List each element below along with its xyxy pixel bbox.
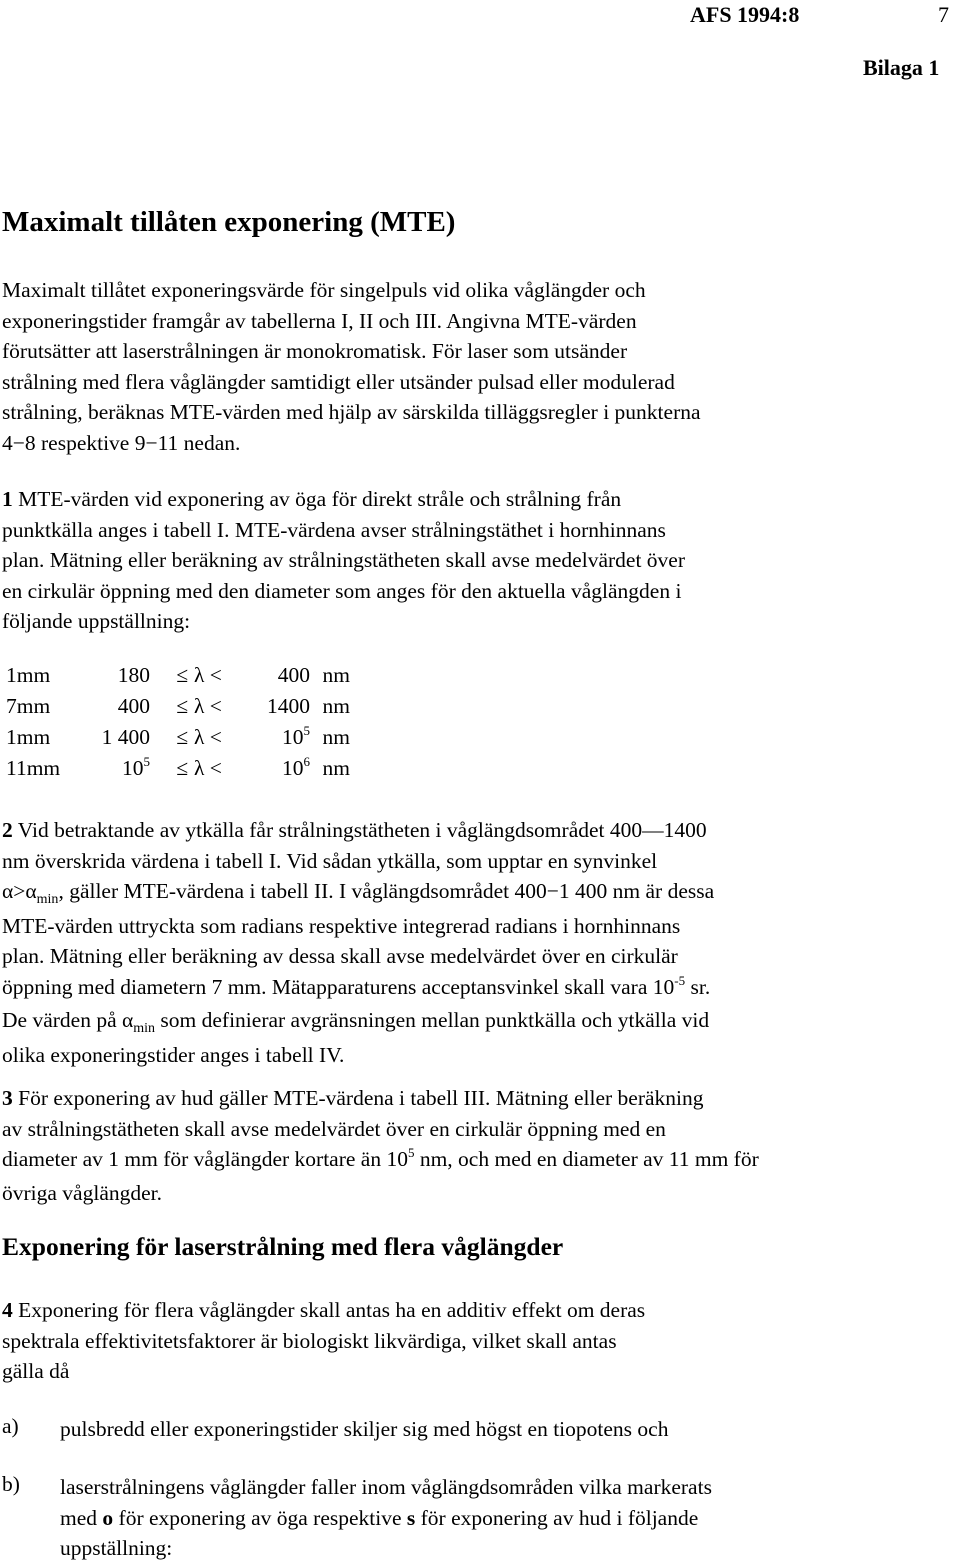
high-bound-cell: 400 (277, 663, 310, 687)
table-row (6, 660, 350, 691)
high-bound-cell: 1400 (267, 694, 310, 718)
paragraph-line: följande uppställning: (2, 609, 191, 633)
paragraph-line: 3 För exponering av hud gäller MTE-värdena i tabell III. Mätning eller beräkning (2, 1086, 704, 1110)
section-title-multiple-wavelengths: Exponering för laserstrålning med flera våglängder (2, 1232, 564, 1261)
lambda-symbol: λ < (194, 725, 222, 749)
paragraph-line: strålning med flera våglängder samtidigt eller utsänder pulsad eller modulerad (2, 369, 675, 394)
document-id: AFS 1994:8 (690, 2, 800, 27)
unit-cell: nm (322, 725, 350, 749)
le-symbol: ≤ (176, 725, 188, 749)
paragraph-line: plan. Mätning eller beräkning av dessa skall avse medelvärdet över en cirkulär (2, 944, 678, 968)
paragraph-line: strålning, beräknas MTE-värden med hjälp av särskilda tilläggsregler i punkterna (2, 400, 701, 424)
low-bound-cell: 1 400 (101, 725, 150, 749)
paragraph-line: 4−8 respektive 9−11 nedan. (2, 430, 241, 455)
paragraph-line: plan. Mätning eller beräkning av strålningstätheten skall avse medelvärdet över (2, 548, 685, 572)
aperture-cell: 1mm (6, 663, 51, 687)
exponent: 6 (303, 754, 310, 769)
exponent: 5 (143, 754, 150, 769)
paragraph-line: förutsätter att laserstrålningen är monokromatisk. För laser som utsänder (2, 339, 628, 363)
unit-cell: nm (322, 663, 350, 687)
section-title-mte: Maximalt tillåten exponering (MTE) (2, 206, 456, 238)
lambda-symbol: λ < (194, 694, 222, 718)
paragraph-line: nm överskrida värdena i tabell I. Vid sådan ytkälla, som upptar en synvinkel (2, 848, 658, 873)
paragraph-line: diameter av 1 mm för våglängder kortare än $10^5$ nm, och med en diameter av 11 mm för (2, 1145, 759, 1171)
paragraph-line: gälla då (2, 1359, 70, 1383)
paragraph-line: punktkälla anges i tabell I. MTE-värdena avser strålningstäthet i hornhinnans (2, 517, 666, 542)
table-row (6, 691, 350, 722)
paragraph-line: Maximalt tillåtet exponeringsvärde för singelpuls vid olika våglängder och (2, 278, 646, 302)
paragraph-line: uppställning: (60, 1536, 173, 1560)
point-number: 4 (2, 1298, 13, 1322)
appendix-label: Bilaga 1 (863, 55, 940, 80)
aperture-table (6, 660, 350, 784)
list-item-b (60, 1472, 712, 1564)
aperture-cell: 1mm (6, 725, 51, 749)
table-row (6, 753, 350, 784)
paragraph-line: 1 MTE-värden vid exponering av öga för direkt stråle och strålning från (2, 487, 622, 511)
high-bound-cell: $10^5$ (282, 723, 310, 749)
point-2-paragraph (2, 815, 714, 1070)
paragraph-line: övriga våglängder. (2, 1180, 163, 1205)
list-label-a: a) (2, 1414, 19, 1438)
unit-cell: nm (322, 756, 350, 780)
paragraph-line: MTE-värden uttryckta som radians respektive integrerad radians i hornhinnans (2, 913, 681, 938)
le-symbol: ≤ (176, 694, 188, 718)
low-bound-cell: 180 (117, 663, 150, 687)
point-number: 3 (2, 1086, 13, 1110)
page-number: 7 (938, 2, 949, 27)
exponent: 5 (303, 723, 310, 738)
low-bound-cell: 400 (117, 694, 150, 718)
low-bound-cell: $10^5$ (122, 754, 150, 780)
paragraph-line: 4 Exponering för flera våglängder skall antas ha en additiv effekt om deras (2, 1298, 646, 1322)
paragraph-line: $\alpha>\alpha_{min}$, gäller MTE-värdena i tabell II. I våglängdsområdet 400−1 400 nm är dessa (2, 879, 715, 907)
paragraph-line: spektrala effektivitetsfaktorer är biologiskt likvärdiga, vilket skall antas (2, 1328, 617, 1353)
paragraph-line: av strålningstätheten skall avse medelvärdet över en cirkulär öppning med en (2, 1116, 666, 1141)
point-number: 1 (2, 487, 13, 511)
aperture-cell: 7mm (6, 694, 51, 718)
paragraph-line: exponeringstider framgår av tabellerna I, II och III. Angivna MTE-värden (2, 308, 637, 333)
paragraph-line: med o för exponering av öga respektive s för exponering av hud i följande (60, 1505, 699, 1530)
paragraph-line: laserstrålningens våglängder faller inom våglängdsområden vilka markerats (60, 1475, 712, 1499)
paragraph-line: 2 Vid betraktande av ytkälla får strålningstätheten i våglängdsområdet 400—1400 (2, 818, 707, 842)
high-bound-cell: $10^6$ (282, 754, 310, 780)
paragraph-line: en cirkulär öppning med den diameter som anges för den aktuella våglängden i (2, 578, 682, 603)
le-symbol: ≤ (176, 756, 188, 780)
paragraph-line: De värden på $\alpha_{min}$ som definierar avgränsningen mellan punktkälla och ytkälla vid (2, 1008, 710, 1036)
aperture-cell: 11mm (6, 756, 61, 780)
point-number: 2 (2, 818, 13, 842)
point-1-paragraph (2, 484, 685, 637)
paragraph-line: öppning med diametern 7 mm. Mätapparaturens acceptansvinkel skall vara $10^{-5}$ sr. (2, 972, 711, 999)
list-item-a: pulsbredd eller exponeringstider skiljer sig med högst en tiopotens och (60, 1417, 669, 1441)
paragraph-line: olika exponeringstider anges i tabell IV. (2, 1042, 345, 1067)
le-symbol: ≤ (176, 663, 188, 687)
unit-cell: nm (322, 694, 350, 718)
lambda-symbol: λ < (194, 663, 222, 687)
lambda-symbol: λ < (194, 756, 222, 780)
intro-paragraph (2, 275, 701, 458)
table-row (6, 722, 350, 753)
point-4-paragraph (2, 1295, 645, 1387)
list-label-b: b) (2, 1472, 20, 1496)
point-3-paragraph (2, 1083, 759, 1208)
